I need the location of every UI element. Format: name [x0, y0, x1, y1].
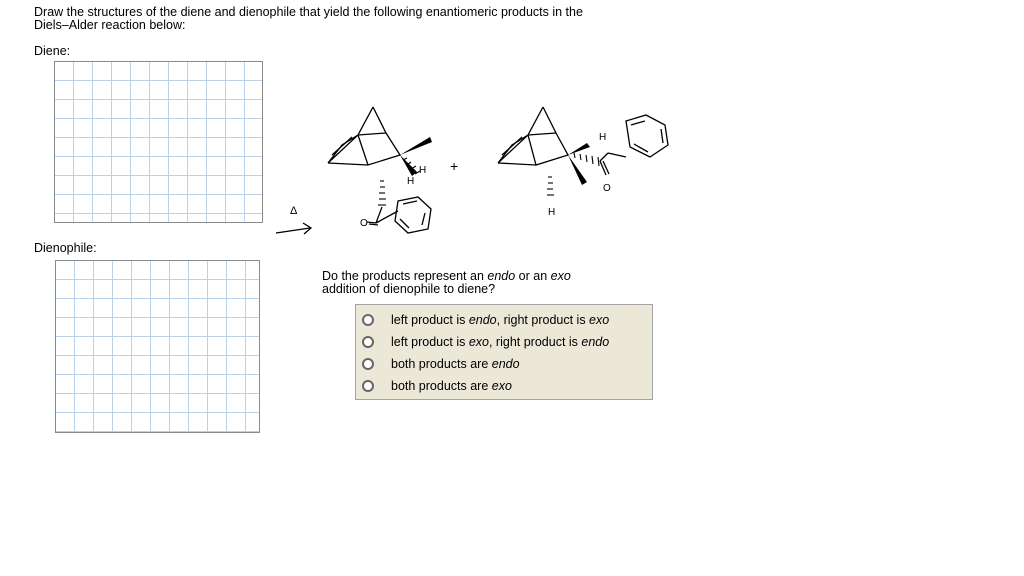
wedge-bond-h [400, 155, 417, 176]
mc-q-text-a: Do the products represent an [322, 269, 488, 283]
answer-choices [355, 304, 653, 400]
dienophile-drawing-canvas[interactable] [55, 260, 260, 433]
h-label-4: H [548, 207, 556, 218]
radio-button[interactable] [362, 314, 374, 326]
h-label-2: H [407, 176, 415, 187]
choice-label: both products are endo [391, 357, 520, 371]
choice-label: left product is exo, right product is endo [391, 335, 610, 349]
dienophile-label: Dienophile: [34, 241, 97, 255]
choice-option-1[interactable] [362, 311, 609, 329]
diene-label: Diene: [34, 44, 71, 58]
radio-button[interactable] [362, 336, 374, 348]
mc-q-endo: endo [487, 269, 516, 283]
wedge-bond-right [568, 155, 587, 185]
choice-option-4[interactable] [362, 377, 512, 395]
hash-bond-down [378, 181, 386, 205]
mc-q-exo: exo [550, 269, 571, 283]
choice-label: left product is endo, right product is exo [391, 313, 610, 327]
h-label-3: H [599, 132, 607, 143]
question-prompt [34, 6, 674, 32]
mc-q-text-c: or an [515, 269, 551, 283]
heat-symbol: Δ [290, 205, 298, 217]
choice-option-3[interactable] [362, 355, 520, 373]
radio-button[interactable] [362, 358, 374, 370]
mc-question-line-2: addition of dienophile to diene? [322, 282, 496, 296]
plus-sign: + [450, 158, 459, 174]
prompt-line-1: Draw the structures of the diene and dienophile that yield the following enantiomeric products in the [34, 5, 583, 19]
prompt-line-2: Diels–Alder reaction below: [34, 18, 186, 32]
reaction-scheme [270, 95, 690, 245]
mc-question [322, 270, 642, 296]
choice-label: both products are exo [391, 379, 512, 393]
left-product [328, 107, 432, 233]
radio-button[interactable] [362, 380, 374, 392]
wedge-bond [400, 137, 432, 155]
hash-bond-right-down [547, 177, 554, 195]
right-product [498, 107, 668, 218]
h-label-1: H [419, 165, 427, 176]
o-label-2: O [603, 183, 611, 194]
hash-bond-right [574, 153, 599, 166]
wedge-bond-h-right [568, 143, 590, 155]
choice-option-2[interactable] [362, 333, 609, 351]
reaction-arrow-line [276, 228, 310, 233]
o-label-1: O [360, 218, 368, 229]
diene-drawing-canvas[interactable] [54, 61, 263, 223]
